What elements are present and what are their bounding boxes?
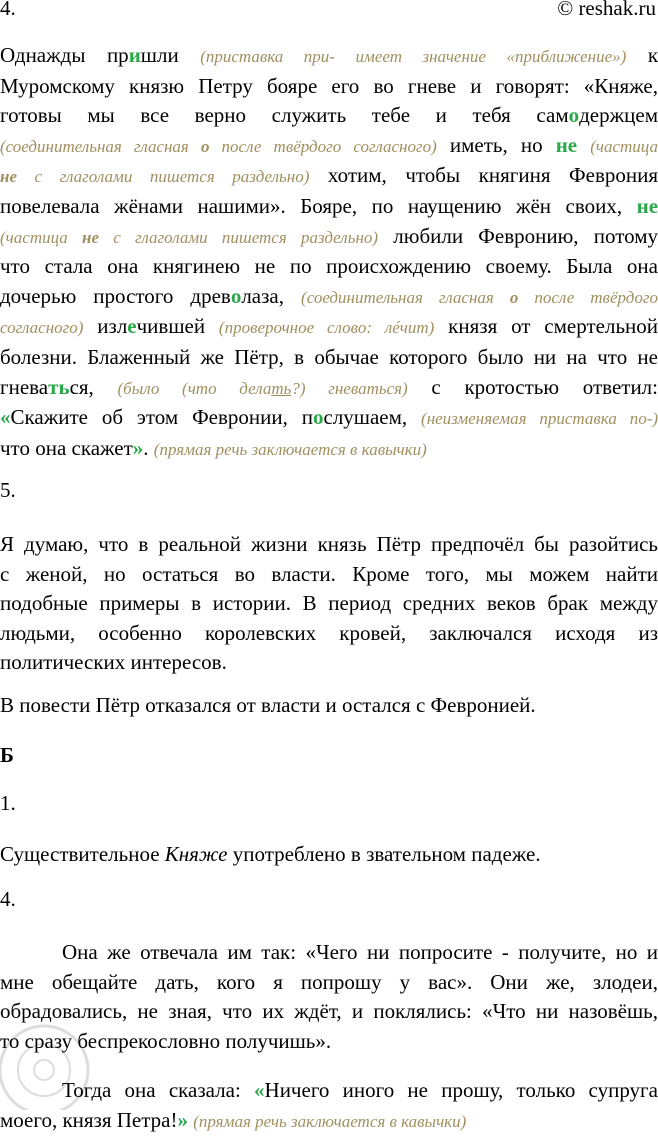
text-line: согласного) излечившей (проверочное слово: лéчит) князя от смертельной bbox=[0, 314, 658, 339]
text-line: что стала она княгинею не по происхождению своему. Была она bbox=[0, 254, 658, 279]
task-number: 1. bbox=[0, 791, 16, 815]
annotation: (было (что делать?) гневаться) bbox=[117, 378, 408, 398]
text-line: (частица не с глаголами пишется раздельно) любили Февронию, потому bbox=[0, 223, 658, 248]
text-line: мне обещайте дать, кого я попрошу у вас». Они же, злодеи, bbox=[0, 969, 658, 994]
annotation: не с глаголами пишется раздельно) bbox=[0, 167, 310, 187]
text-line: дочерью простого древолаза, (соединительная гласная о после твёрдого bbox=[0, 283, 658, 308]
answer-paragraph bbox=[0, 840, 658, 870]
text-line: не с глаголами пишется раздельно) хотим, чтобы княгиня Феврония bbox=[0, 163, 658, 188]
text-line: людьми, особенно королевских кровей, заключался исходя из bbox=[0, 620, 658, 645]
text-line: Существительное Княже употреблено в звательном падеже. bbox=[0, 842, 541, 866]
text-line: политических интересов. bbox=[0, 650, 227, 675]
text-line: Муромскому князю Петру бояре его во гневе и говорят: «Княже, bbox=[0, 73, 658, 98]
annotation: (частица не с глаголами пишется раздельно) bbox=[0, 227, 379, 247]
annotation: (прямая речь заключается в кавычки) bbox=[193, 1111, 467, 1131]
essay-paragraph bbox=[0, 691, 658, 721]
text-line: что она скажет». (прямая речь заключается в кавычки) bbox=[0, 435, 427, 460]
text-line: «Скажите об этом Февронии, послушаем, (неизменяемая приставка по-) bbox=[0, 405, 658, 430]
text-line: В повести Пётр отказался от власти и остался с Февронией. bbox=[0, 693, 536, 717]
text-line: болезни. Блаженный же Пётр, в обычае которого было ни на что не bbox=[0, 344, 658, 369]
annotation: (приставка при- имеет значение «приближение») bbox=[200, 47, 627, 66]
annotation: (соединительная гласная о после твёрдого bbox=[301, 287, 658, 307]
text-line: то сразу беспрекословно получишь». bbox=[0, 1028, 332, 1053]
annotation: (проверочное слово: лéчит) bbox=[218, 318, 435, 338]
annotation: (соединительная гласная о после твёрдого согласного) bbox=[0, 136, 437, 156]
text-line: обрадовались, не зная, что их ждёт, и поклялись: «Что ни назовёшь, bbox=[0, 999, 658, 1024]
analysis-paragraph bbox=[0, 41, 658, 464]
annotation: (прямая речь заключается в кавычки) bbox=[153, 439, 427, 459]
text-line: Она же отвечала им так: «Чего ни попросите - получите, но и bbox=[62, 940, 658, 964]
text-line: Тогда она сказала: «Ничего иного не прошу, только супруга bbox=[62, 1078, 658, 1102]
quote-paragraph bbox=[0, 938, 658, 1056]
task-number: 4. bbox=[0, 887, 16, 911]
text-line: Я думаю, что в реальной жизни князь Пётр предпочёл бы разойтись bbox=[0, 532, 658, 556]
text-line: гневаться, (было (что делать?) гневаться) с кротостью ответил: bbox=[0, 374, 658, 399]
site-credit: © reshak.ru bbox=[557, 0, 656, 20]
text-line: моего, князя Петра!» (прямая речь заключается в кавычки) bbox=[0, 1107, 467, 1132]
text-line: с женой, но остаться во власти. Кроме того, мы можем найти bbox=[0, 561, 658, 586]
annotation: согласного) bbox=[0, 318, 84, 338]
text-line: Однажды пришли (приставка при- имеет значение «приближение») к bbox=[0, 43, 658, 67]
text-line: (соединительная гласная о после твёрдого согласного) иметь, но не (частица bbox=[0, 132, 658, 157]
task-number: 5. bbox=[0, 478, 16, 502]
quote-paragraph bbox=[0, 1076, 658, 1136]
annotation: (частица bbox=[590, 136, 658, 156]
annotation: (неизменяемая приставка по-) bbox=[421, 409, 658, 429]
text-line: готовы мы все верно служить тебе и тебя самодержцем bbox=[0, 103, 658, 128]
task-number: 4. bbox=[0, 0, 16, 20]
text-line: повелевала жёнами нашими». Бояре, по наущению жён своих, не bbox=[0, 193, 658, 218]
text-line: подобные примеры в истории. В период средних веков брак между bbox=[0, 591, 658, 616]
essay-paragraph bbox=[0, 530, 658, 678]
part-heading: Б bbox=[0, 743, 14, 767]
